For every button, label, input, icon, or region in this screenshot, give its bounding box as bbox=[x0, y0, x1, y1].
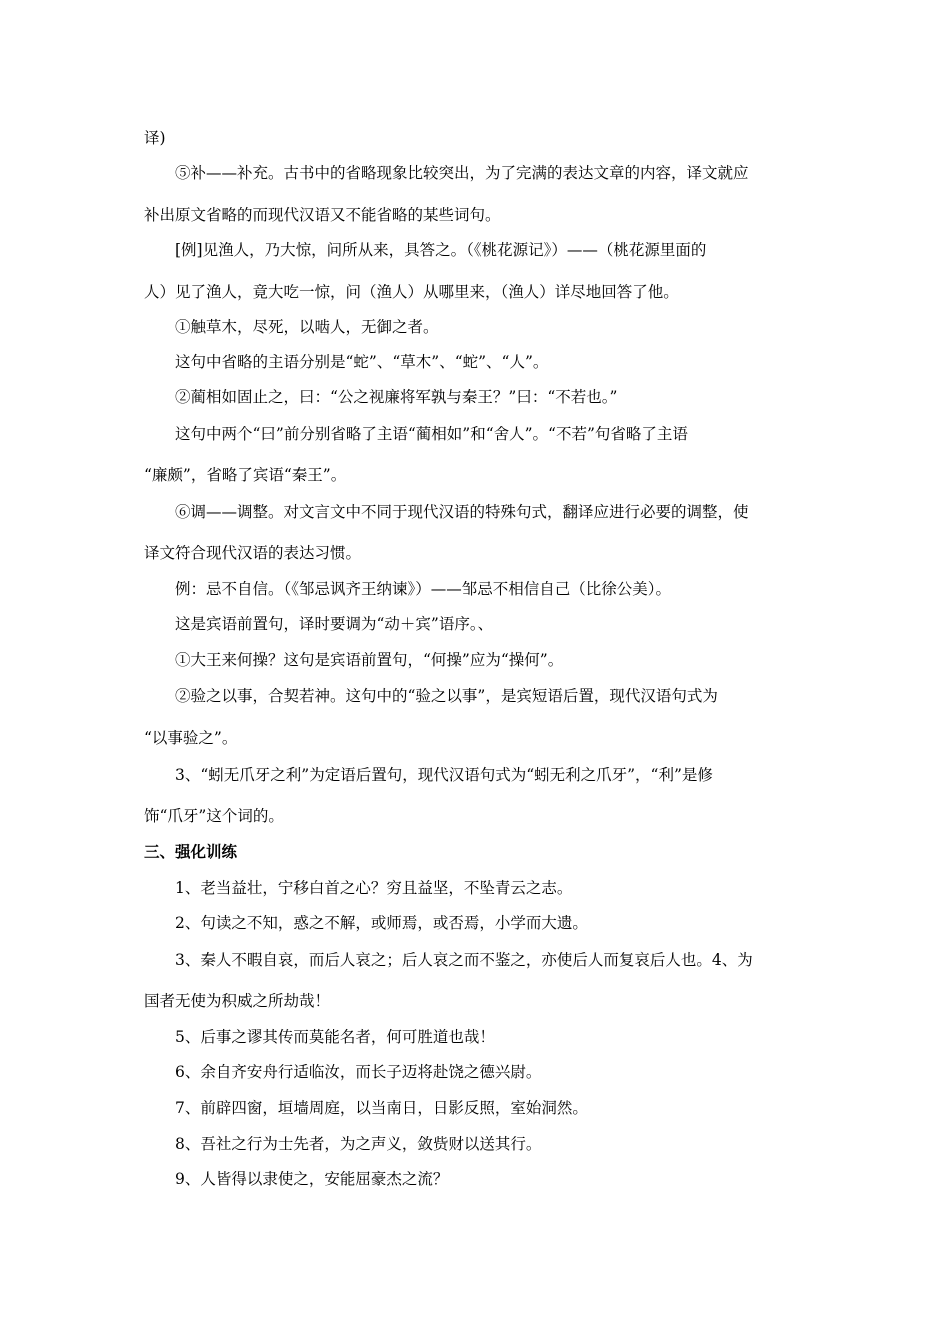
text-line: 7、前辟四窗，垣墙周庭，以当南日，日影反照，室始洞然。 bbox=[175, 1099, 588, 1117]
text-line: ⑥调——调整。对文言文中不同于现代汉语的特殊句式，翻译应进行必要的调整，使 bbox=[175, 503, 749, 521]
text-line: ②验之以事，合契若神。这句中的“验之以事”，是宾短语后置，现代汉语句式为 bbox=[175, 687, 718, 705]
text-line: 3、“蚓无爪牙之利”为定语后置句，现代汉语句式为“蚓无利之爪牙”，“利”是修 bbox=[175, 766, 713, 784]
text-line: ⑤补——补充。古书中的省略现象比较突出，为了完满的表达文章的内容，译文就应 bbox=[175, 164, 749, 182]
text-line: 这是宾语前置句，译时要调为“动＋宾”语序。、 bbox=[175, 615, 494, 633]
text-line: [例]见渔人，乃大惊，问所从来，具答之。（《桃花源记》）——（桃花源里面的 bbox=[175, 241, 707, 259]
text-line: 人）见了渔人，竟大吃一惊，问（渔人）从哪里来，（渔人）详尽地回答了他。 bbox=[144, 283, 679, 301]
text-line: 补出原文省略的而现代汉语又不能省略的某些词句。 bbox=[144, 206, 501, 224]
text-line: 这句中省略的主语分别是“蛇”、“草木”、“蛇”、“人”。 bbox=[175, 353, 549, 371]
text-line: 9、人皆得以隶使之，安能屈豪杰之流？ bbox=[175, 1170, 449, 1188]
text-line: 2、句读之不知，惑之不解，或师焉，或否焉，小学而大遗。 bbox=[175, 914, 588, 932]
text-line: 5、后事之谬其传而莫能名者，何可胜道也哉！ bbox=[175, 1028, 495, 1046]
text-line: 国者无使为积威之所劫哉！ bbox=[144, 992, 331, 1010]
section-heading: 三、强化训练 bbox=[144, 843, 238, 861]
text-line: 1、老当益壮，宁移白首之心？穷且益坚，不坠青云之志。 bbox=[175, 879, 573, 897]
text-line: “廉颇”，省略了宾语“秦王”。 bbox=[144, 466, 347, 484]
text-line: 饰“爪牙”这个词的。 bbox=[144, 807, 284, 825]
text-line: ②蔺相如固止之，曰：“公之视廉将军孰与秦王？”曰：“不若也。” bbox=[175, 388, 618, 406]
text-line: 译) bbox=[144, 129, 166, 147]
text-line: 3、秦人不暇自哀，而后人哀之；后人哀之而不鉴之，亦使后人而复哀后人也。4、为 bbox=[175, 951, 753, 969]
text-line: 译文符合现代汉语的表达习惯。 bbox=[144, 544, 362, 562]
text-line: 6、余自齐安舟行适临汝，而长子迈将赴饶之德兴尉。 bbox=[175, 1063, 542, 1081]
text-line: 这句中两个“曰”前分别省略了主语“蔺相如”和“舍人”。“不若”句省略了主语 bbox=[175, 425, 688, 443]
text-line: 8、吾社之行为士先者，为之声义，敛赀财以送其行。 bbox=[175, 1135, 542, 1153]
text-line: ①大王来何操？这句是宾语前置句，“何操”应为“操何”。 bbox=[175, 651, 564, 669]
text-line: 例：忌不自信。（《邹忌讽齐王纳谏》）——邹忌不相信自己（比徐公美）。 bbox=[175, 580, 672, 598]
text-line: ①触草木，尽死，以啮人，无御之者。 bbox=[175, 318, 439, 336]
text-line: “以事验之”。 bbox=[144, 729, 238, 747]
